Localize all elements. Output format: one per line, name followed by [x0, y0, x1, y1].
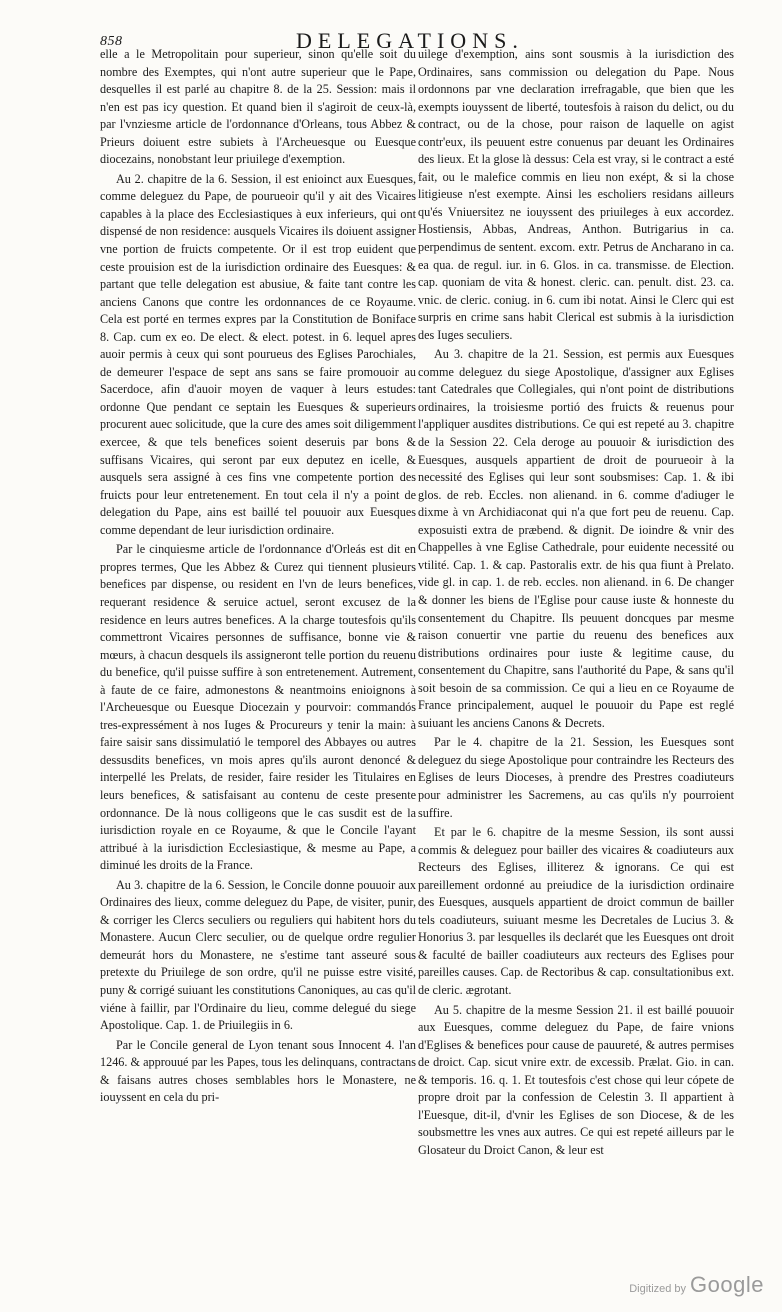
- left-column: [100, 46, 416, 1107]
- paragraph: Et par le 6. chapitre de la mesme Session, ils sont aussi commis & deleguez pour bailler des vicaires & coadiuteurs aux Recteurs des Eglises, illiterez & ignorans. Ce qui est pareillement ordonné au preiudice de la iurisdiction ordinaire des Euesques, ausquels appartient de droict commun de bailler tels coadiuteurs, suiuant mesme les Decretales de Lucius 3. & Honorius 3. par lesquelles ils declarét que les Euesques ont droit & faculté de bailler coadiuteurs aux recteurs des Eglises pour pareilles causes. Cap. de Rectoribus & cap. consultationibus ext. de cleric. ægrotant.: [418, 825, 734, 997]
- google-logo: Google: [690, 1272, 764, 1297]
- digitized-by-google-watermark: [629, 1272, 764, 1298]
- paragraph: uilege d'exemption, ains sont sousmis à la iurisdiction des Ordinaires, sans commission ou delegation du Pape. Nous ordonnons par vne declaration irrefragable, que bien que les exempts iouyssent de liberté, toutesfois à raison du delict, ou du contract, ou de la chose, pour raison de laquelle on agist contr'eux, ils peuuent estre conuenus par deuant les Ordinaires des lieux. Et la glose là dessus: Cela est vray, si le contract a esté fait, ou le malefice commis en lieu non exépt, & si la chose litigieuse n'est exempte. Ainsi les escholiers residans ailleurs qu'és Vniuersitez ne iouyssent des priuileges à eux accordez. Hostiensis, Abbas, Andreas, Anthon. Butrigarius in ca. perpendimus de sentent. excom. extr. Petrus de Ancharano in ca. ea qua. de regul. iur. in 6. Glos. in ca. transmisse. de Election. cap. quoniam de vita & honest. cleric. can. penult. dist. 23. ca. vnic. de cleric. coniug. in 6. cum ibi notat. Ainsi le Clerc qui est surpris en crime sans habit Clerical est submis à la iurisdiction des Iuges seculiers.: [418, 47, 734, 342]
- paragraph: Au 3. chapitre de la 21. Session, est permis aux Euesques comme deleguez du siege Apostolique, d'assigner aux Eglises tant Catedrales que Collegiales, qui n'ont point de distributions ordinaires, la troisiesme portió des fruicts & reuenus pour l'appliquer ausdites distributions. Ce qui est repeté au 3. chapitre de la Session 22. Cela deroge au pouuoir & iurisdiction des Euesques, ausquels appartient de droit de pourueoir à la necessité des Eglises qui leur sont soubsmises: Cap. 1. & ibi glos. de reb. Eccles. non alienand. in 6. comme d'adiuger le dixme à vn Archidiaconat qui n'a que fort peu de reuenu. Cap. exposuisti extra de præbend. & dignit. De ioindre & vnir des Chappelles à vne Eglise Cathedrale, pour euidente necessité ou vtilité. Cap. 1. & cap. Pastoralis extr. de his qua fiunt à Prelato. vide gl. in cap. 1. de reb. eccles. non alienand. in 6. De changer & donner les biens de l'Eglise pour cause iuste & honneste du consentement du Chapitre. Ils peuuent doncques par mesme raison conuertir vne partie du reuenu des benefices aux distributions ordinaires pour iuste & legitime cause, du consentement du Chapitre, sans l'authorité du Pape, & sans qu'il soit besoin de sa commission. Ce qui a lieu en ce Royaume de France principalement, auquel le pouuoir du Pape est reglé suiuant les anciens Canons & Decrets.: [418, 347, 734, 730]
- paragraph: Par le 4. chapitre de la 21. Session, les Euesques sont deleguez du siege Apostolique pour contraindre les Recteurs des Eglises de leurs Dioceses, à prendre des Prestres coadiuteurs pour administrer les Sacremens, au cas qu'ils n'y pourroient suffire.: [418, 735, 734, 820]
- paragraph: Par le Concile general de Lyon tenant sous Innocent 4. l'an 1246. & approuué par les Papes, tous les delinquans, contractans & faisans autres choses semblables hors le Monastere, ne iouyssent en cela du pri-: [100, 1037, 416, 1105]
- paragraph: Au 5. chapitre de la mesme Session 21. il est baillé pouuoir aux Euesques, comme deleguez du Pape, de faire vnions d'Eglises & benefices pour cause de pauureté, & autres permises de droict. Cap. sicut vnire extr. de excessib. Prælat. Gio. in can. & temporis. 16. q. 1. Et toutesfois c'est chose qui leur cópete de propre droit par la confession de Celestin 3. Il appartient à l'Euesque, dit-il, d'vnir les Eglises de son Diocese, & de les soubsmettre les vnes aux autres. Ce qui est repeté ailleurs par le Glosateur du Droict Canon, & leur est: [418, 1002, 734, 1157]
- watermark-prefix: Digitized by: [629, 1283, 687, 1295]
- page-number: 858: [100, 34, 123, 49]
- paragraph: elle a le Metropolitain pour superieur, sinon qu'elle soit du nombre des Exemptes, qui n'ont autre superieur que le Pape, desquelles il est parlé au chapitre 8. de la 25. Session: mais il n'en est pas icy question. Et quand bien il s'agiroit de ceux-là, par l'vnziesme article de l'ordonnance d'Orleans, tous Abbez & Prieurs doiuent estre subiets à l'Archeuesque ou Euesque diocezains, nonobstant leur priuilege d'exemption.: [100, 47, 416, 167]
- right-column: [418, 46, 734, 1159]
- paragraph: Au 2. chapitre de la 6. Session, il est enioinct aux Euesques, comme deleguez du Pape, de pourueoir qu'il y ait des Vicaires capables à la place des Ecclesiastiques à eux inferieurs, qui ont dispensé de non residence: ausquels Vicaires ils doiuent assigner vne portion de fruicts competente. Or il est trop euident que ceste prouision est de la iurisdiction ordinaire des Euesques: & partant que telle delegation est abusiue, & faite tant contre les anciens Canons que contre les ordonnances de ce Royaume. Cela est porté en termes expres par la Constitution de Boniface 8. Cap. cum ex eo. De elect. & elect. potest. in 6. lequel apres auoir permis à ceux qui sont pourueus des Eglises Parochiales, de demeurer l'espace de sept ans sans se faire promouoir au Sacerdoce, afin d'auoir moyen de vaquer à leurs estudes: ordonne Que pendant ce septain les Euesques & superieurs procurent auec solicitude, que la cure des ames soit diligemment exercee, & que tels benefices soient deseruis par bons & suffisans Vicaires, qui seront par eux deputez en icelle, & ausquels sera assigné à ces fins vne competente portion des fruicts pour leur entretenement. En tout cela il n'y a point de delegation du Pape, ains est baillé tel pouuoir aux Euesques comme dependant de leur iurisdiction ordinaire.: [100, 171, 416, 537]
- running-title: DELEGATIONS.: [296, 28, 524, 53]
- paragraph: Par le cinquiesme article de l'ordonnance d'Orleás est dit en propres termes, Que les Abbez & Curez qui tiennent plusieurs benefices par dispense, ou resident en l'vn de leurs benefices, requerant residence & seruice actuel, seront excusez de la residence en leurs autres benefices. A la charge toutesfois qu'ils commettront Vicaires personnes de suffisance, bonne vie & mœurs, à chacun desquels ils assigneront telle portion du reuenu du benefice, qu'il puisse suffire à son entretenement. Autrement, à faute de ce faire, admonestons & neantmoins enioignons à l'Archeuesque ou Euesque Diocezain y pourvoir: commandós tres-expressément à nos Iuges & Procureurs y tenir la main: à faire saisir sans dissimulatió le temporel des Abbayes ou autres dessusdits benefices, vn mois apres qu'ils auront denoncé & interpellé les Prelats, de resider, faire resider les Titulaires en leurs benefices, & satisfaisant au contenu de ceste presente ordonnance. De là nous colligeons que le cas susdit est de la iurisdiction royale en ce Royaume, & que le Concile l'ayant attribué à la iurisdiction Ecclesiastique, & mesme au Pape, a diminué les droits de la France.: [100, 542, 416, 873]
- paragraph: Au 3. chapitre de la 6. Session, le Concile donne pouuoir aux Ordinaires des lieux, comme deleguez du Pape, de visiter, punir, & corriger les Clercs seculiers ou reguliers qui habitent hors du Monastere. Aucun Clerc seculier, ou de quelque ordre regulier demeurát hors du Monastere, ne s'estime tant asseuré sous pretexte du Priuilege de son ordre, qu'il ne puisse estre visité, puny & corrigé suiuant les constitutions Canoniques, au cas qu'il viéne à faillir, par l'Ordinaire du lieu, comme delegué du siege Apostolique. Cap. 1. de Priuilegiis in 6.: [100, 877, 416, 1033]
